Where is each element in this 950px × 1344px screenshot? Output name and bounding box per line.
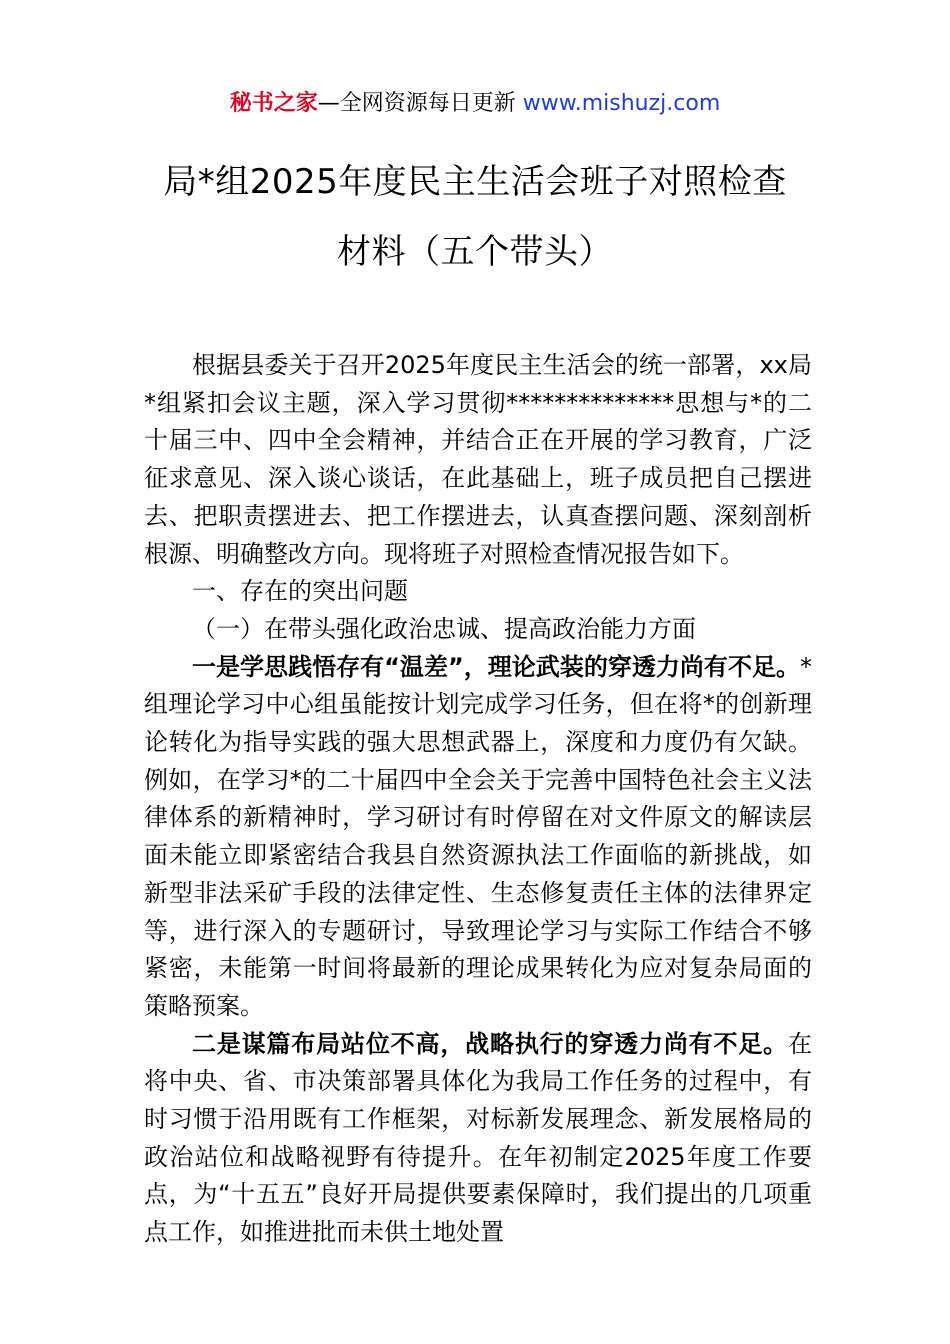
point-2-body: 在将中央、省、市决策部署具体化为我局工作任务的过程中，有时习惯于沿用既有工作框架，对标新发展理念、新发展格局的政治站位和战略视野有待提升。在年初制定2025年度工作要点，为“十五五”良好开局提供要素保障时，我们提出的几项重点工作，如推进批而未供土地处置 bbox=[144, 1029, 812, 1247]
document-title-line-2: 材料（五个带头） bbox=[337, 232, 613, 272]
point-2-lead: 二是谋篇布局站位不高，战略执行的穿透力尚有不足。 bbox=[192, 1029, 788, 1058]
point-paragraph-2 bbox=[144, 1026, 812, 1252]
document-body bbox=[144, 347, 812, 1252]
section-heading: 一、存在的突出问题 bbox=[192, 577, 408, 606]
intro-paragraph: 根据县委关于召开2025年度民主生活会的统一部署，xx局*组紧扣会议主题，深入学习贯彻**************思想与*的二十届三中、四中全会精神，并结合正在开展的学习教育，广泛征求意见、深入谈心谈话，在此基础上，班子成员把自己摆进去、把职责摆进去、把工作摆进去，认真查摆问题、深刻剖析根源、明确整改方向。现将班子对照检查情况报告如下。 bbox=[144, 351, 812, 568]
point-1-lead: 一是学思践悟存有“温差”，理论武装的穿透力尚有不足。 bbox=[192, 652, 800, 681]
point-1-body: *组理论学习中心组虽能按计划完成学习任务，但在将*的创新理论转化为指导实践的强大思想武器上，深度和力度仍有欠缺。例如，在学习*的二十届四中全会关于完善中国特色社会主义法律体系的新精神时，学习研讨有时停留在对文件原文的解读层面未能立即紧密结合我县自然资源执法工作面临的新挑战，如新型非法采矿手段的法律定性、生态修复责任主体的法律界定等，进行深入的专题研讨，导致理论学习与实际工作结合不够紧密，未能第一时间将最新的理论成果转化为应对复杂局面的策略预案。 bbox=[144, 652, 812, 1020]
point-paragraph-1 bbox=[144, 649, 812, 1026]
subsection-heading: （一）在带头强化政治忠诚、提高政治能力方面 bbox=[192, 614, 696, 643]
brand-name[interactable]: 秘书之家 bbox=[229, 91, 318, 116]
site-url-link[interactable]: www.mishuzj.com bbox=[522, 91, 721, 116]
header-tagline: —全网资源每日更新 bbox=[317, 91, 516, 116]
document-title-line-1: 局*组2025年度民主生活会班子对照检查 bbox=[163, 162, 787, 202]
site-header bbox=[0, 88, 950, 120]
